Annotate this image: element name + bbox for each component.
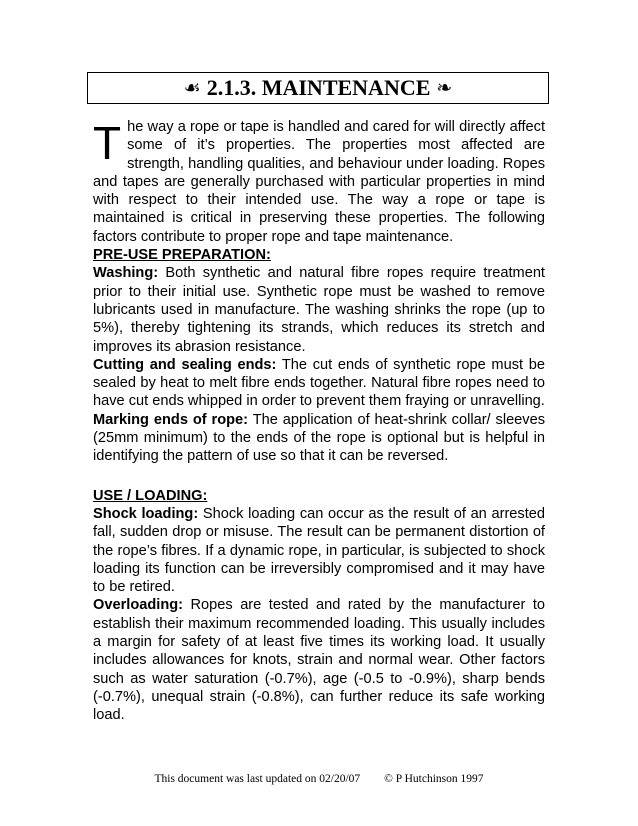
- marking-term: Marking ends of rope:: [93, 411, 249, 428]
- last-updated-note: This document was last updated on 02/20/07: [154, 773, 361, 785]
- overloading-term: Overloading:: [93, 597, 184, 614]
- cutting-term: Cutting and sealing ends:: [93, 356, 277, 373]
- copyright-note: © P Hutchinson 1997: [384, 773, 484, 785]
- shock-loading-term: Shock loading:: [93, 505, 199, 522]
- document-body: [93, 118, 545, 725]
- intro-text: he way a rope or tape is handled and cared for will directly affect some of it’s properties. The properties most affected are strength, handling qualities, and behaviour under loading. Ropes and tapes are generally purchased with particular properties in mind with respect to their intended use. The way a rope or tape is maintained is critical in preserving these properties. The following factors contribute to proper rope and tape maintenance.: [93, 119, 545, 245]
- use-loading-heading: USE / LOADING:: [93, 487, 208, 504]
- shock-loading-text: Shock loading can occur as the result of an arrested fall, sudden drop or misuse. The result can be permanent distortion of the rope’s fibres. If a dynamic rope, in particular, is subjected to shock loading its function can be irreversibly compromised and it may have to be retired.: [93, 505, 545, 596]
- washing-text: Both synthetic and natural fibre ropes require treatment prior to their initial use. Synthetic rope must be washed to remove lubricants used in manufacture. The washing shrinks the rope (up to 5%), thereby tightening its strands, which reduces its stretch and improves its abrasion resistance.: [93, 265, 545, 355]
- right-ornament-icon: ❧: [436, 77, 453, 99]
- drop-cap: T: [93, 117, 122, 169]
- pre-use-heading: PRE-USE PREPARATION:: [93, 247, 271, 264]
- section-title: 2.1.3. MAINTENANCE: [206, 75, 431, 100]
- page-footer: [0, 773, 638, 785]
- marking-text: The application of heat-shrink collar/ sleeves (25mm minimum) to the ends of the rope is optional but is helpful in identifying the pattern of use so that it can be reversed.: [93, 411, 546, 465]
- washing-term: Washing:: [93, 265, 159, 282]
- cutting-text: The cut ends of synthetic rope must be sealed by heat to melt fibre ends together. Natural fibre ropes need to have cut ends whipped in order to prevent them fraying or unravelling.: [93, 356, 546, 410]
- marking-paragraph: [93, 411, 545, 466]
- left-ornament-icon: ☙: [183, 77, 201, 99]
- intro-paragraph: [93, 118, 545, 246]
- section-title-box: [87, 72, 549, 104]
- washing-paragraph: [93, 264, 545, 355]
- overloading-text: Ropes are tested and rated by the manufacturer to establish their maximum recommended loading. This usually includes a margin for safety of at least five times its working load. It usually includes allowances for knots, strain and normal wear. Other factors such as water saturation (-0.7%), age (-0.5 to -0.9%), sharp bends (-0.7%), unequal strain (-0.8%), can further reduce its safe working load.: [93, 597, 545, 724]
- shock-loading-paragraph: [93, 505, 545, 596]
- cutting-paragraph: [93, 356, 545, 411]
- overloading-paragraph: [93, 596, 545, 724]
